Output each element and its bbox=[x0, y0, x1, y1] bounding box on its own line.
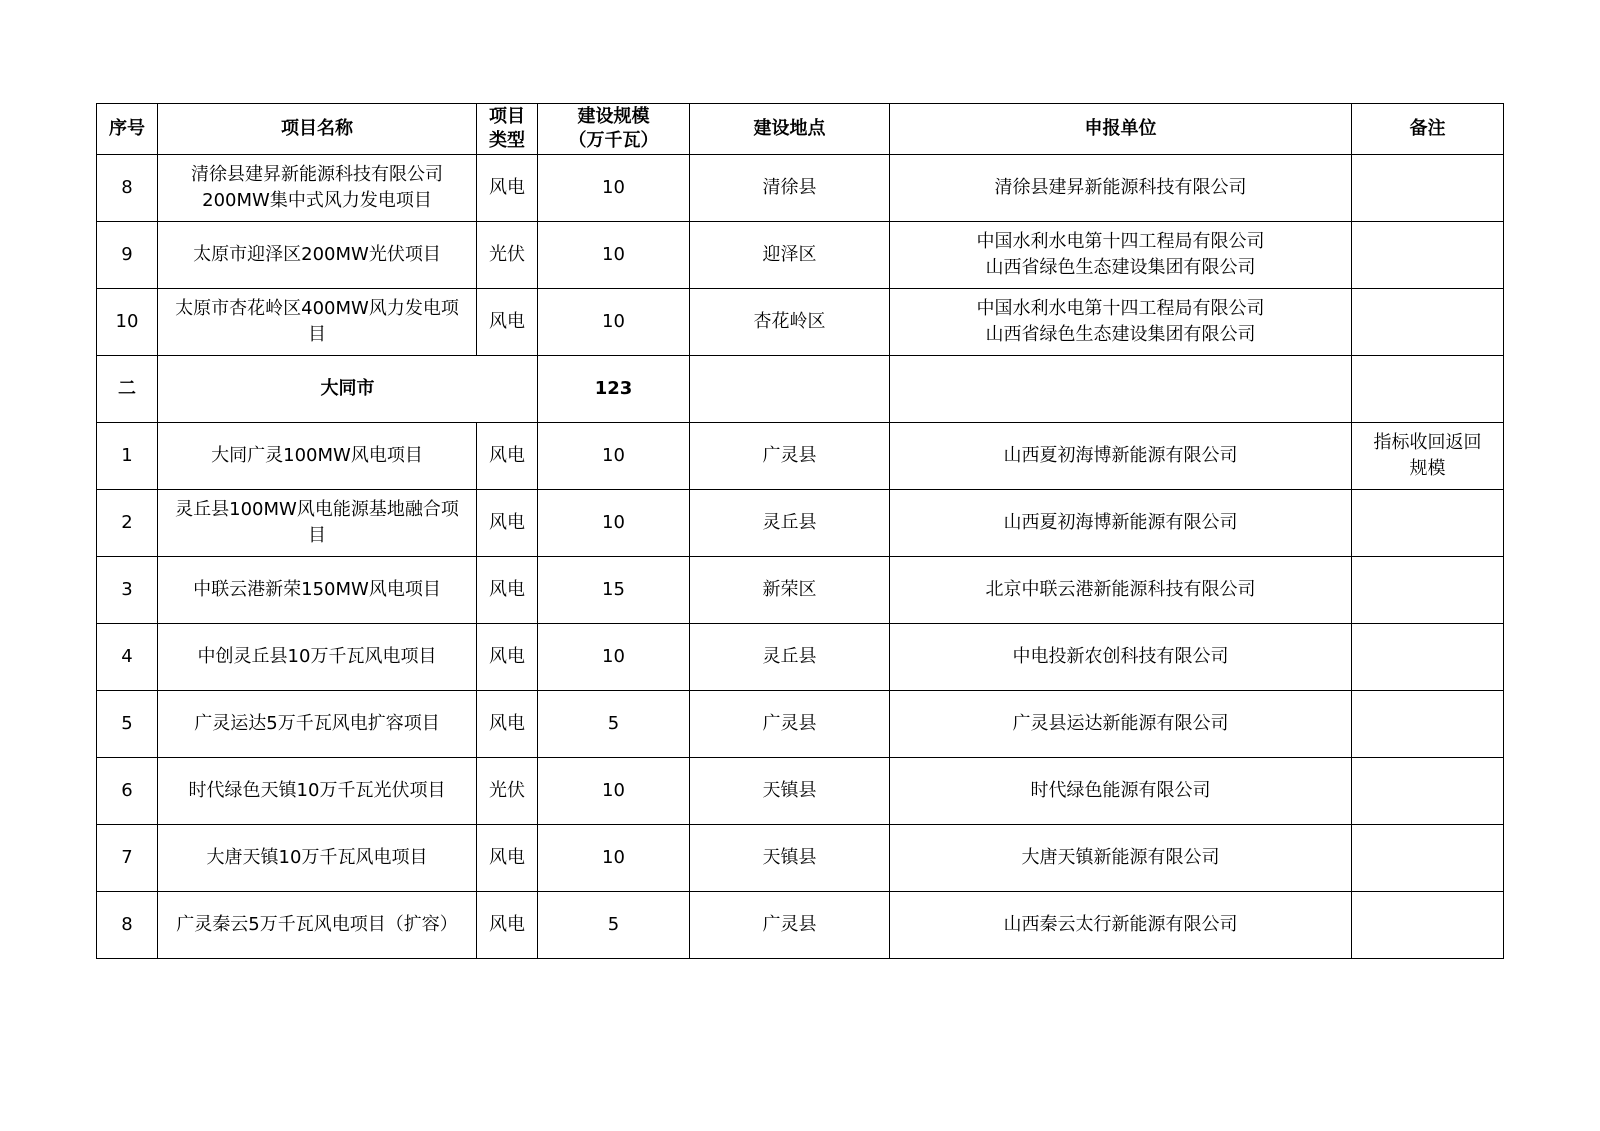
table-row bbox=[97, 155, 1504, 222]
table-row bbox=[97, 892, 1504, 959]
cell-location: 广灵县 bbox=[690, 423, 890, 490]
cell-applicant-line1: 山西秦云太行新能源有限公司 bbox=[1003, 914, 1238, 935]
cell-name bbox=[158, 557, 477, 624]
cell-location: 新荣区 bbox=[690, 557, 890, 624]
cell-location: 迎泽区 bbox=[690, 222, 890, 289]
cell-scale: 10 bbox=[538, 825, 690, 892]
cell-applicant-line1: 中国水利水电第十四工程局有限公司 bbox=[976, 231, 1265, 252]
table-row bbox=[97, 691, 1504, 758]
cell-applicant bbox=[890, 490, 1352, 557]
cell-name-line2: 200MW集中式风力发电项目 bbox=[202, 190, 432, 211]
cell-applicant bbox=[890, 825, 1352, 892]
cell-remark bbox=[1352, 624, 1504, 691]
cell-no: 8 bbox=[97, 892, 158, 959]
cell-location: 杏花岭区 bbox=[690, 289, 890, 356]
cell-type: 风电 bbox=[477, 691, 538, 758]
cell-applicant-line2: 山西省绿色生态建设集团有限公司 bbox=[985, 257, 1256, 278]
cell-no: 3 bbox=[97, 557, 158, 624]
cell-applicant-line1: 山西夏初海博新能源有限公司 bbox=[1003, 512, 1238, 533]
rows-bottom bbox=[97, 423, 1504, 959]
cell-no: 1 bbox=[97, 423, 158, 490]
cell-type: 风电 bbox=[477, 490, 538, 557]
cell-no: 9 bbox=[97, 222, 158, 289]
section-no: 二 bbox=[97, 356, 158, 423]
header-type-line1: 项目 bbox=[489, 106, 525, 127]
cell-remark bbox=[1352, 222, 1504, 289]
table-row bbox=[97, 624, 1504, 691]
cell-name-line1: 中联云港新荣150MW风电项目 bbox=[193, 579, 441, 600]
cell-applicant-line1: 清徐县建昇新能源科技有限公司 bbox=[994, 177, 1247, 198]
cell-scale: 10 bbox=[538, 222, 690, 289]
cell-name-line1: 太原市迎泽区200MW光伏项目 bbox=[193, 244, 441, 265]
header-scale-line2: （万千瓦） bbox=[568, 130, 659, 151]
cell-applicant-line2: 山西省绿色生态建设集团有限公司 bbox=[985, 324, 1256, 345]
cell-remark-line2: 规模 bbox=[1409, 458, 1446, 479]
cell-remark bbox=[1352, 892, 1504, 959]
cell-name bbox=[158, 222, 477, 289]
section-applicant bbox=[890, 356, 1352, 423]
cell-location: 灵丘县 bbox=[690, 624, 890, 691]
section-name: 大同市 bbox=[158, 356, 538, 423]
cell-name bbox=[158, 825, 477, 892]
header-scale bbox=[538, 104, 690, 155]
cell-name bbox=[158, 892, 477, 959]
cell-name-line1: 中创灵丘县10万千瓦风电项目 bbox=[197, 646, 437, 667]
cell-location: 天镇县 bbox=[690, 825, 890, 892]
cell-name-line2: 目 bbox=[308, 525, 326, 546]
cell-type: 风电 bbox=[477, 557, 538, 624]
cell-name bbox=[158, 423, 477, 490]
cell-remark bbox=[1352, 557, 1504, 624]
cell-applicant bbox=[890, 624, 1352, 691]
cell-remark bbox=[1352, 825, 1504, 892]
section-remark bbox=[1352, 356, 1504, 423]
cell-no: 8 bbox=[97, 155, 158, 222]
cell-scale: 10 bbox=[538, 423, 690, 490]
cell-type: 风电 bbox=[477, 825, 538, 892]
header-applicant: 申报单位 bbox=[890, 104, 1352, 155]
cell-applicant bbox=[890, 758, 1352, 825]
cell-scale: 5 bbox=[538, 892, 690, 959]
table-row bbox=[97, 557, 1504, 624]
project-table bbox=[96, 103, 1504, 959]
table-row bbox=[97, 289, 1504, 356]
header-type-line2: 类型 bbox=[489, 130, 525, 151]
cell-applicant-line1: 北京中联云港新能源科技有限公司 bbox=[985, 579, 1256, 600]
cell-scale: 10 bbox=[538, 155, 690, 222]
header-row bbox=[97, 104, 1504, 155]
cell-applicant bbox=[890, 222, 1352, 289]
cell-name-line1: 灵丘县100MW风电能源基地融合项 bbox=[175, 499, 459, 520]
header-type bbox=[477, 104, 538, 155]
cell-no: 6 bbox=[97, 758, 158, 825]
cell-name-line1: 大同广灵100MW风电项目 bbox=[211, 445, 423, 466]
cell-name bbox=[158, 289, 477, 356]
cell-name-line1: 大唐天镇10万千瓦风电项目 bbox=[206, 847, 428, 868]
cell-remark bbox=[1352, 758, 1504, 825]
table-row bbox=[97, 825, 1504, 892]
cell-name-line1: 太原市杏花岭区400MW风力发电项 bbox=[175, 298, 459, 319]
cell-no: 7 bbox=[97, 825, 158, 892]
cell-name bbox=[158, 155, 477, 222]
cell-name bbox=[158, 691, 477, 758]
cell-location: 清徐县 bbox=[690, 155, 890, 222]
cell-remark bbox=[1352, 691, 1504, 758]
cell-remark bbox=[1352, 423, 1504, 490]
header-remark: 备注 bbox=[1352, 104, 1504, 155]
cell-name-line1: 广灵秦云5万千瓦风电项目（扩容） bbox=[176, 914, 458, 935]
header-name: 项目名称 bbox=[158, 104, 477, 155]
table-row bbox=[97, 222, 1504, 289]
section-group bbox=[97, 356, 1504, 423]
cell-type: 风电 bbox=[477, 155, 538, 222]
table-row bbox=[97, 423, 1504, 490]
cell-scale: 10 bbox=[538, 289, 690, 356]
cell-applicant bbox=[890, 155, 1352, 222]
header-location: 建设地点 bbox=[690, 104, 890, 155]
cell-applicant-line1: 中国水利水电第十四工程局有限公司 bbox=[976, 298, 1265, 319]
rows-top bbox=[97, 155, 1504, 356]
cell-type: 光伏 bbox=[477, 222, 538, 289]
cell-name-line2: 目 bbox=[308, 324, 326, 345]
cell-type: 风电 bbox=[477, 423, 538, 490]
section-location bbox=[690, 356, 890, 423]
cell-location: 天镇县 bbox=[690, 758, 890, 825]
cell-applicant bbox=[890, 691, 1352, 758]
header-no: 序号 bbox=[97, 104, 158, 155]
table-row bbox=[97, 490, 1504, 557]
cell-name bbox=[158, 624, 477, 691]
table-row bbox=[97, 758, 1504, 825]
cell-name-line1: 广灵运达5万千瓦风电扩容项目 bbox=[194, 713, 440, 734]
cell-applicant-line1: 时代绿色能源有限公司 bbox=[1030, 780, 1211, 801]
cell-type: 风电 bbox=[477, 892, 538, 959]
cell-applicant bbox=[890, 423, 1352, 490]
cell-scale: 10 bbox=[538, 758, 690, 825]
cell-remark bbox=[1352, 289, 1504, 356]
cell-scale: 10 bbox=[538, 624, 690, 691]
cell-applicant-line1: 大唐天镇新能源有限公司 bbox=[1021, 847, 1220, 868]
cell-no: 10 bbox=[97, 289, 158, 356]
cell-scale: 15 bbox=[538, 557, 690, 624]
cell-location: 广灵县 bbox=[690, 892, 890, 959]
cell-name bbox=[158, 490, 477, 557]
cell-name-line1: 清徐县建昇新能源科技有限公司 bbox=[191, 164, 443, 185]
cell-scale: 10 bbox=[538, 490, 690, 557]
cell-applicant-line1: 广灵县运达新能源有限公司 bbox=[1012, 713, 1229, 734]
cell-applicant-line1: 山西夏初海博新能源有限公司 bbox=[1003, 445, 1238, 466]
cell-applicant bbox=[890, 557, 1352, 624]
cell-location: 广灵县 bbox=[690, 691, 890, 758]
cell-applicant-line1: 中电投新农创科技有限公司 bbox=[1012, 646, 1229, 667]
cell-no: 2 bbox=[97, 490, 158, 557]
cell-remark-line1: 指标收回返回 bbox=[1373, 432, 1482, 453]
cell-name bbox=[158, 758, 477, 825]
section-scale: 123 bbox=[538, 356, 690, 423]
cell-applicant bbox=[890, 892, 1352, 959]
cell-type: 风电 bbox=[477, 289, 538, 356]
cell-type: 风电 bbox=[477, 624, 538, 691]
cell-location: 灵丘县 bbox=[690, 490, 890, 557]
cell-scale: 5 bbox=[538, 691, 690, 758]
header-scale-line1: 建设规模 bbox=[577, 106, 650, 127]
cell-applicant bbox=[890, 289, 1352, 356]
section-row bbox=[97, 356, 1504, 423]
cell-remark bbox=[1352, 490, 1504, 557]
cell-type: 光伏 bbox=[477, 758, 538, 825]
cell-remark bbox=[1352, 155, 1504, 222]
cell-name-line1: 时代绿色天镇10万千瓦光伏项目 bbox=[188, 780, 446, 801]
cell-no: 5 bbox=[97, 691, 158, 758]
cell-no: 4 bbox=[97, 624, 158, 691]
